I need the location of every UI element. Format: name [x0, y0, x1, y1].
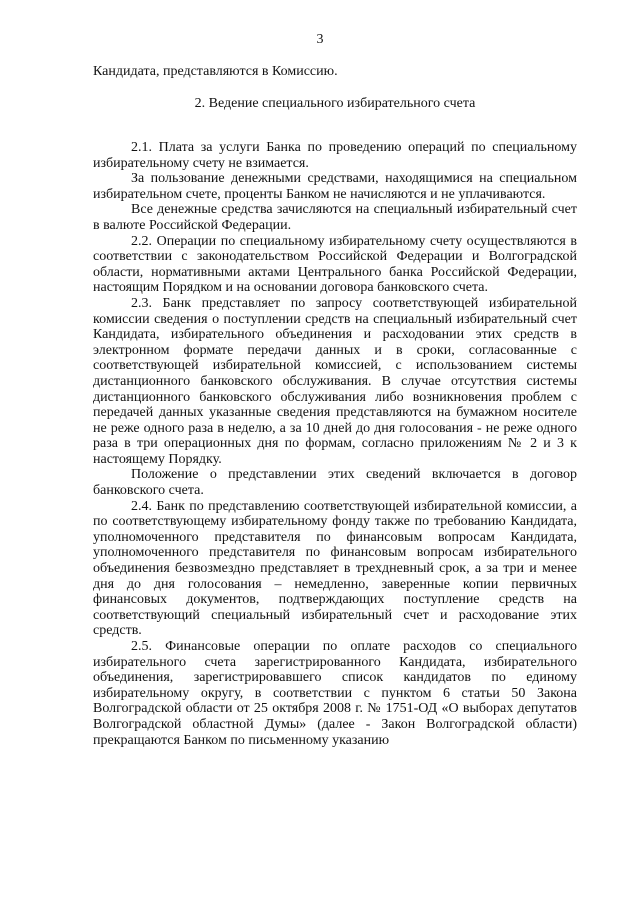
lead-text: Кандидата, представляются в Комиссию. — [93, 64, 338, 79]
paragraph-currency: Все денежные средства зачисляются на специальный избирательный счет в валюте Российской Федерации. — [93, 202, 577, 233]
paragraph-2-2: 2.2. Операции по специальному избирательному счету осуществляются в соответствии с законодательством Российской Федерации и Волгоградской области, нормативными актами Центрального банка Российской Федерации, настоящим Порядком и на основании договора банковского счета. — [93, 233, 577, 296]
paragraph-2-5: 2.5. Финансовые операции по оплате расходов со специального избирательного счета зарегистрированного Кандидата, избирательного объединения, зарегистрировавшего список кандидатов по единому избирательному округу, в соответствии с пунктом 6 статьи 50 Закона Волгоградской области от 25 октября 2008 г. № 1751-ОД «О выборах депутатов Волгоградской областной Думы» (далее - Закон Волгоградской области) прекращаются Банком по письменному указанию — [93, 639, 577, 748]
section-heading: 2. Ведение специального избирательного счета — [194, 96, 476, 111]
body-text — [93, 140, 577, 748]
page-number: 3 — [316, 32, 324, 47]
lead-text-block — [93, 64, 577, 80]
paragraph-2-1: 2.1. Плата за услуги Банка по проведению операций по специальному избирательному счету не взимается. — [93, 140, 577, 171]
paragraph-provision: Положение о представлении этих сведений включается в договор банковского счета. — [93, 467, 577, 499]
paragraph-interest: За пользование денежными средствами, находящимися на специальном избирательном счете, проценты Банком не начисляются и не уплачиваются. — [93, 171, 577, 202]
paragraph-2-4: 2.4. Банк по представлению соответствующей избирательной комиссии, а по соответствующему избирательному фонду также по требованию Кандидата, уполномоченного представителя по финансовым вопросам Кандидата, уполномоченного представителя по финансовым вопросам избирательного объединения безвозмездно представляет в трехдневный срок, а за три и менее дня до дня голосования – немедленно, заверенные копии первичных финансовых документов, подтверждающих поступление средств на соответствующий специальный избирательный счет и расходование этих средств. — [93, 498, 577, 639]
paragraph-2-3: 2.3. Банк представляет по запросу соответствующей избирательной комиссии сведения о поступлении средств на специальный избирательный счет Кандидата, избирательного объединения и расходовании этих средств в электронном формате передачи данных и в сроки, согласованные с соответствующей избирательной комиссией, с использованием системы дистанционного банковского обслуживания. В случае отсутствия системы дистанционного банковского обслуживания либо возникновения проблем с передачей данных указанные сведения представляются на бумажном носителе не реже одного раза в неделю, а за 10 дней до дня голосования - не реже одного раза в три операционных дня по формам, согласно приложениям № 2 и 3 к настоящему Порядку. — [93, 295, 577, 467]
